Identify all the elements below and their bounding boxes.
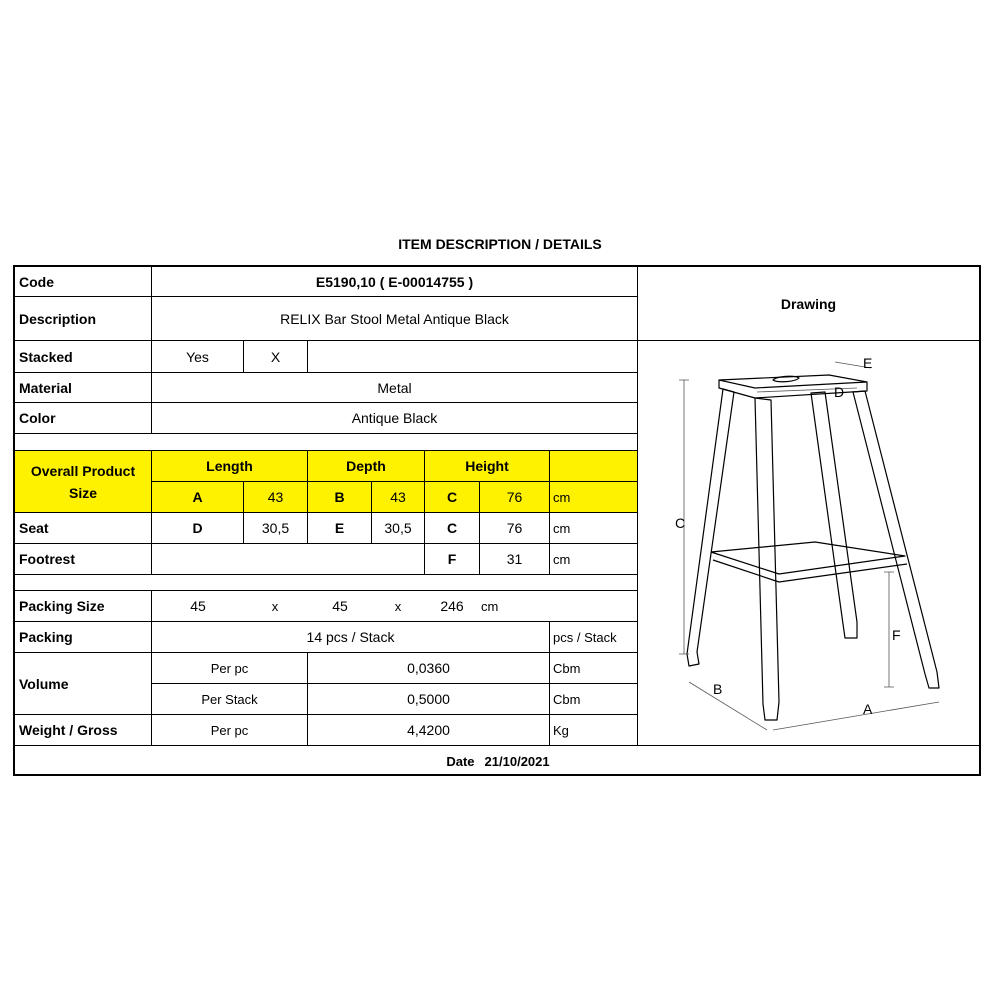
color-value: Antique Black xyxy=(351,410,438,426)
volume-per-pc-label: Per pc xyxy=(210,660,249,676)
description-value: RELIX Bar Stool Metal Antique Black xyxy=(280,310,509,327)
volume-per-stack-unit: Cbm xyxy=(553,691,581,707)
stool-leg-front-right xyxy=(755,398,779,720)
dim-letter-a: A xyxy=(863,701,873,717)
dimension-line-a xyxy=(773,702,939,730)
weight-per-pc-label: Per pc xyxy=(210,722,249,738)
dim-letter-b: B xyxy=(713,681,723,697)
footrest-f-value: 31 xyxy=(506,551,523,567)
dimension-line-b xyxy=(689,682,767,730)
overall-c-value: 76 xyxy=(506,489,523,505)
overall-unit: cm xyxy=(553,489,571,505)
dim-letter-e: E xyxy=(863,355,873,371)
overall-size-label-line1: Overall Product xyxy=(30,462,136,479)
length-header: Length xyxy=(206,458,253,474)
overall-a-letter: A xyxy=(192,489,203,505)
weight-unit: Kg xyxy=(553,722,569,738)
depth-header: Depth xyxy=(346,458,386,474)
volume-label: Volume xyxy=(19,675,69,692)
seat-c-value: 76 xyxy=(506,520,523,536)
stool-leg-back-middle xyxy=(811,392,857,638)
volume-per-stack-value: 0,5000 xyxy=(407,691,450,707)
packing-size-height: 246 xyxy=(440,598,464,614)
stool-footrest-rail xyxy=(711,542,907,582)
material-label: Material xyxy=(19,379,72,396)
stacked-yes: Yes xyxy=(186,348,209,365)
dim-letter-f: F xyxy=(892,627,901,643)
volume-per-pc-unit: Cbm xyxy=(553,660,581,676)
packing-size-x1: x xyxy=(271,598,279,614)
description-label: Description xyxy=(19,310,97,327)
volume-per-stack-label: Per Stack xyxy=(201,691,258,707)
weight-value: 4,4200 xyxy=(407,722,450,738)
code-label: Code xyxy=(19,273,54,290)
footrest-label: Footrest xyxy=(19,551,75,567)
overall-c-letter: C xyxy=(446,489,458,505)
packing-size-label: Packing Size xyxy=(19,598,105,614)
overall-size-label-line2: Size xyxy=(68,484,97,501)
footrest-f-letter: F xyxy=(447,551,457,567)
seat-e-value: 30,5 xyxy=(384,520,412,536)
bar-stool-drawing xyxy=(639,342,980,744)
stacked-label: Stacked xyxy=(19,348,73,365)
overall-b-letter: B xyxy=(334,489,345,505)
date-label: Date xyxy=(446,753,475,769)
overall-a-value: 43 xyxy=(267,489,284,505)
packing-size-length: 45 xyxy=(190,598,206,614)
stool-leg-back-right xyxy=(853,391,939,688)
stool-seat-top xyxy=(719,375,867,388)
overall-size-label xyxy=(15,451,151,512)
date-row xyxy=(15,746,981,776)
seat-e-letter: E xyxy=(334,520,345,536)
seat-unit: cm xyxy=(553,520,571,536)
packing-size-unit: cm xyxy=(481,598,499,614)
overall-b-value: 43 xyxy=(390,489,406,505)
material-value: Metal xyxy=(377,379,412,396)
packing-size-x2: x xyxy=(394,598,402,614)
seat-label: Seat xyxy=(19,520,49,536)
color-label: Color xyxy=(19,410,56,426)
volume-per-pc-value: 0,0360 xyxy=(407,660,450,676)
weight-label: Weight / Gross xyxy=(19,722,118,738)
dim-letter-c: C xyxy=(675,515,686,531)
packing-size-depth: 45 xyxy=(332,598,348,614)
stool-leg-front-left xyxy=(687,389,734,666)
stacked-mark: X xyxy=(270,348,281,365)
drawing-label: Drawing xyxy=(780,295,837,312)
packing-label: Packing xyxy=(19,629,73,645)
seat-d-value: 30,5 xyxy=(261,520,290,536)
height-header: Height xyxy=(465,458,509,474)
document-title: ITEM DESCRIPTION / DETAILS xyxy=(398,236,602,252)
dim-letter-d: D xyxy=(834,384,845,400)
code-value: E5190,10 ( E-00014755 ) xyxy=(315,273,474,290)
date-value: 21/10/2021 xyxy=(484,753,550,769)
packing-unit: pcs / Stack xyxy=(553,629,617,645)
packing-value: 14 pcs / Stack xyxy=(306,629,395,645)
seat-d-letter: D xyxy=(192,520,203,536)
seat-c-letter: C xyxy=(446,520,458,536)
footrest-unit: cm xyxy=(553,551,571,567)
